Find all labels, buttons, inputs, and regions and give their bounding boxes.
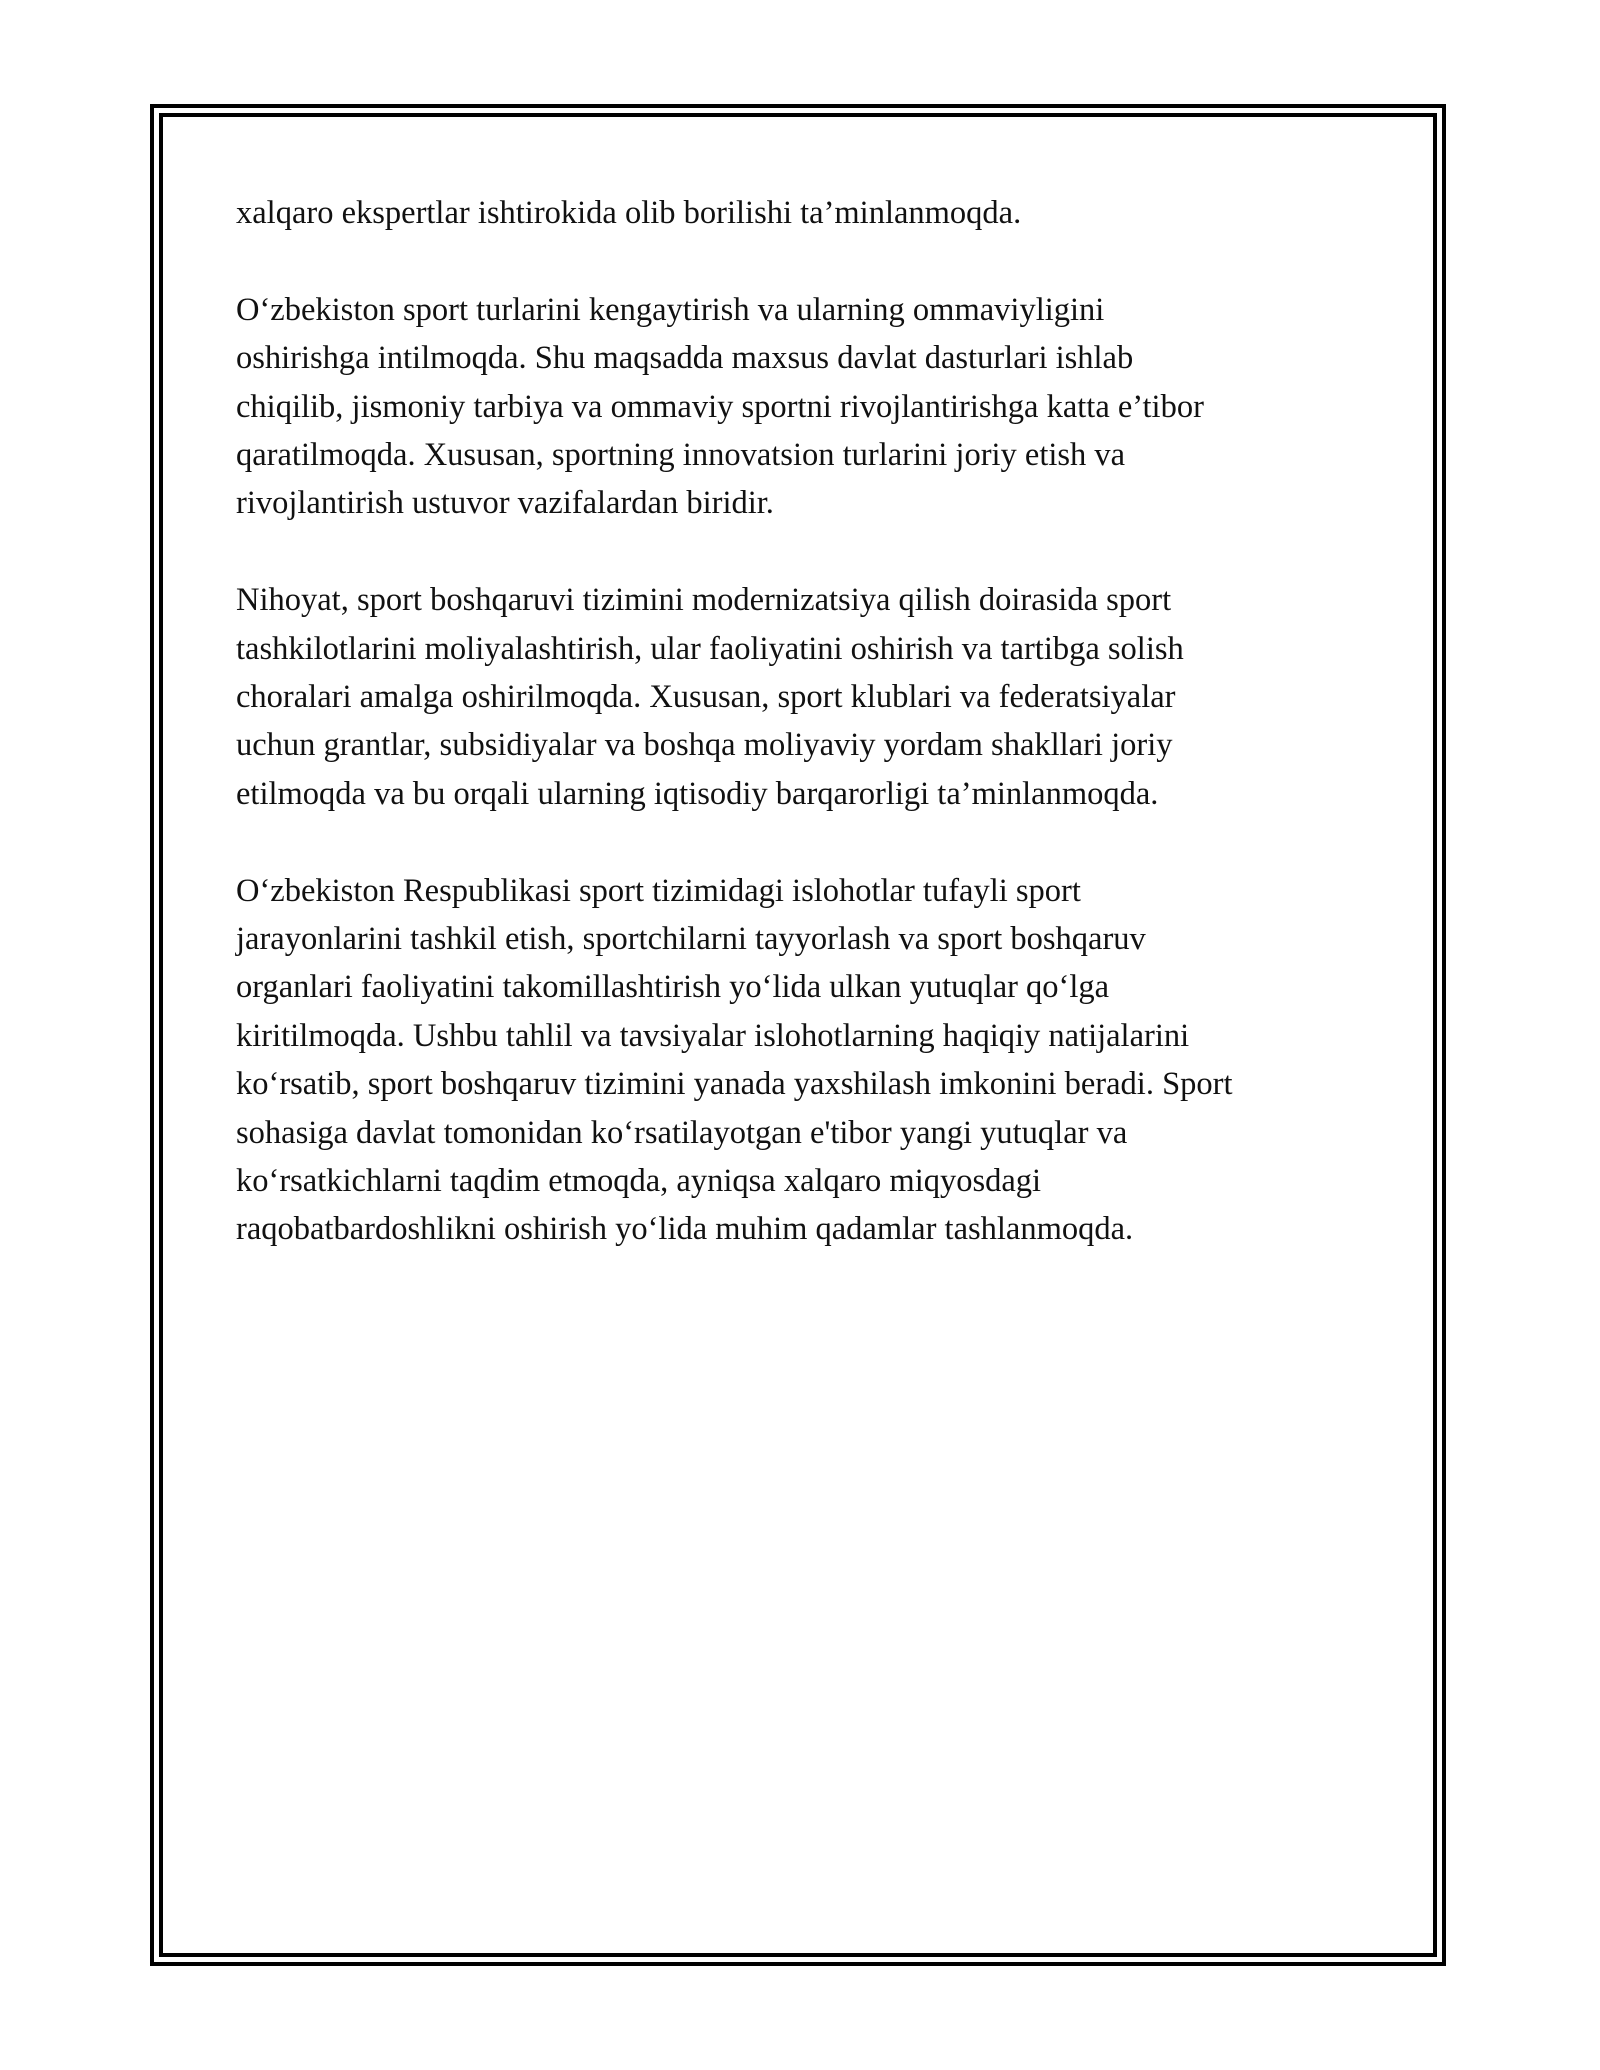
- paragraph-reforms-conclusion: O‘zbekiston Respublikasi sport tizimidagi islohotlar tufayli sport jarayonlarini tashkil etish, sportchilarni tayyorlash va sport boshqaruv organlari faoliyatini takomillashtirish yo‘lida ulkan yutuqlar qo‘lga kiritilmoqda. Ushbu tahlil va tavsiyalar islohotlarning haqiqiy natijalarini ko‘rsatib, sport boshqaruv tizimini yanada yaxshilash imkonini beradi. Sport sohasiga davlat tomonidan ko‘rsatilayotgan e'tibor yangi yutuqlar va ko‘rsatkichlarni taqdim etmoqda, ayniqsa xalqaro miqyosdagi raqobatbardoshlikni oshirish yo‘lida muhim qadamlar tashlanmoqda.: [236, 872, 1233, 1248]
- paragraph-sport-types: O‘zbekiston sport turlarini kengaytirish va ularning ommaviyligini oshirishga intilmoqda. Shu maqsadda maxsus davlat dasturlari ishlab chiqilib, jismoniy tarbiya va ommaviy sportni rivojlantirishga katta e’tibor qaratilmoqda. Xususan, sportning innovatsion turlarini joriy etish va rivojlantirish ustuvor vazifalardan biridir.: [236, 291, 1204, 522]
- paragraph-continuation: xalqaro ekspertlar ishtirokida olib borilishi ta’minlanmoqda.: [236, 195, 1022, 231]
- document-body: [236, 189, 1376, 1254]
- paragraph-management-modernization: Nihoyat, sport boshqaruvi tizimini modernizatsiya qilish doirasida sport tashkilotlarini moliyalashtirish, ular faoliyatini oshirish va tartibga solish choralari amalga oshirilmoqda. Xususan, sport klublari va federatsiyalar uchun grantlar, subsidiyalar va boshqa moliyaviy yordam shakllari joriy etilmoqda va bu orqali ularning iqtisodiy barqarorligi ta’minlanmoqda.: [236, 582, 1184, 812]
